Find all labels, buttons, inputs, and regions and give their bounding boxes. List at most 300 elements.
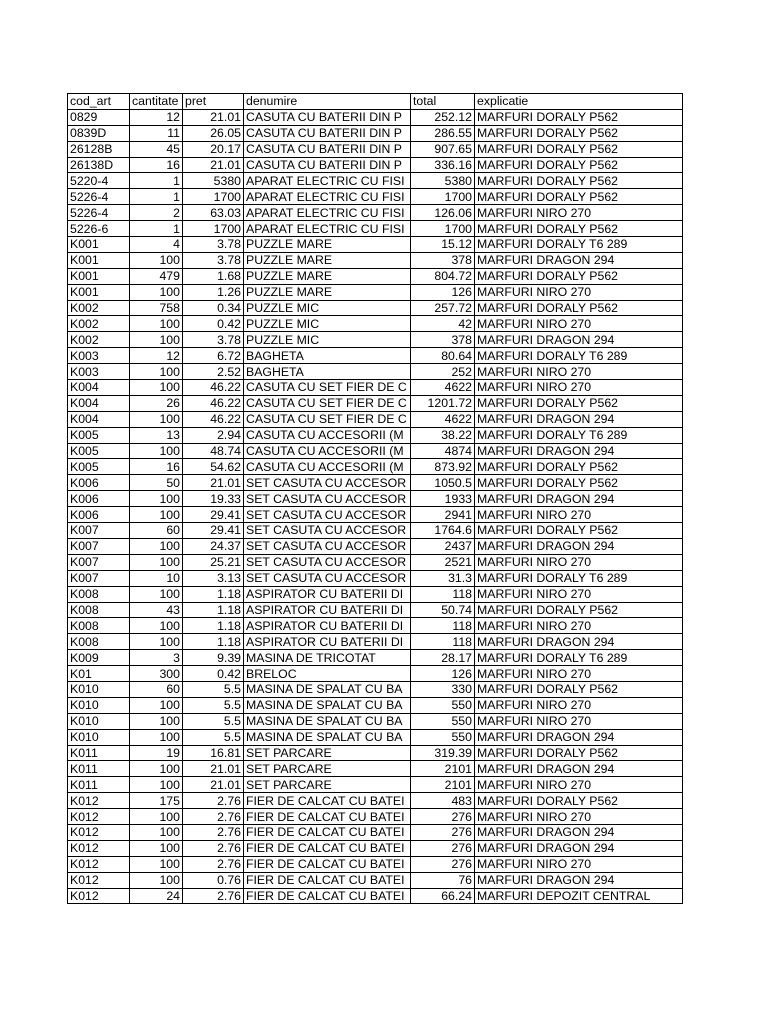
cell-denumire: MASINA DE SPALAT CU BA: [244, 713, 411, 729]
cell-total: 336.16: [411, 157, 475, 173]
cell-pret: 25.21: [183, 554, 244, 570]
cell-total: 550: [411, 713, 475, 729]
cell-denumire: SET CASUTA CU ACCESOR: [244, 507, 411, 523]
cell-total: 907.65: [411, 141, 475, 157]
cell-denumire: FIER DE CALCAT CU BATEI: [244, 840, 411, 856]
cell-explicatie: MARFURI DORALY P562: [475, 125, 683, 141]
cell-explicatie: MARFURI DRAGON 294: [475, 824, 683, 840]
cell-explicatie: MARFURI DORALY P562: [475, 221, 683, 237]
cell-explicatie: MARFURI NIRO 270: [475, 809, 683, 825]
cell-pret: 21.01: [183, 777, 244, 793]
cell-total: 252.12: [411, 109, 475, 125]
cell-denumire: CASUTA CU BATERII DIN P: [244, 141, 411, 157]
table-row: [68, 427, 683, 443]
cell-explicatie: MARFURI DORALY P562: [475, 109, 683, 125]
cell-cod-art: 26128B: [68, 141, 130, 157]
cell-total: 28.17: [411, 650, 475, 666]
table-row: [68, 586, 683, 602]
cell-denumire: FIER DE CALCAT CU BATEI: [244, 856, 411, 872]
cell-denumire: SET CASUTA CU ACCESOR: [244, 554, 411, 570]
cell-total: 118: [411, 586, 475, 602]
cell-cod-art: K004: [68, 380, 130, 396]
cell-cod-art: K006: [68, 491, 130, 507]
cell-total: 276: [411, 856, 475, 872]
cell-explicatie: MARFURI NIRO 270: [475, 364, 683, 380]
cell-explicatie: MARFURI DORALY P562: [475, 300, 683, 316]
cell-pret: 1.18: [183, 618, 244, 634]
cell-cantitate: 11: [130, 125, 183, 141]
cell-cantitate: 16: [130, 157, 183, 173]
cell-denumire: CASUTA CU SET FIER DE C: [244, 411, 411, 427]
cell-denumire: SET CASUTA CU ACCESOR: [244, 570, 411, 586]
header-row: [68, 94, 683, 110]
cell-cantitate: 50: [130, 475, 183, 491]
table-row: [68, 618, 683, 634]
cell-explicatie: MARFURI NIRO 270: [475, 777, 683, 793]
table-row: [68, 872, 683, 888]
cell-denumire: MASINA DE SPALAT CU BA: [244, 697, 411, 713]
table-row: [68, 268, 683, 284]
cell-denumire: CASUTA CU ACCESORII (M: [244, 459, 411, 475]
table-row: [68, 713, 683, 729]
table-row: [68, 189, 683, 205]
cell-total: 550: [411, 697, 475, 713]
cell-total: 550: [411, 729, 475, 745]
cell-explicatie: MARFURI DORALY P562: [475, 189, 683, 205]
table-row: [68, 666, 683, 682]
cell-cantitate: 175: [130, 793, 183, 809]
table-row: [68, 252, 683, 268]
cell-cod-art: K007: [68, 538, 130, 554]
cell-explicatie: MARFURI DRAGON 294: [475, 761, 683, 777]
cell-pret: 3.78: [183, 237, 244, 253]
cell-pret: 54.62: [183, 459, 244, 475]
cell-pret: 2.76: [183, 793, 244, 809]
table-row: [68, 554, 683, 570]
cell-cod-art: 5220-4: [68, 173, 130, 189]
cell-total: 1764.6: [411, 523, 475, 539]
cell-cantitate: 100: [130, 809, 183, 825]
table-row: [68, 380, 683, 396]
cell-cantitate: 100: [130, 252, 183, 268]
cell-pret: 20.17: [183, 141, 244, 157]
cell-cantitate: 100: [130, 538, 183, 554]
cell-cantitate: 1: [130, 221, 183, 237]
table-row: [68, 888, 683, 904]
header-cod-art: cod_art: [68, 94, 130, 110]
cell-denumire: APARAT ELECTRIC CU FISI: [244, 189, 411, 205]
cell-total: 2521: [411, 554, 475, 570]
cell-cantitate: 100: [130, 634, 183, 650]
cell-explicatie: MARFURI NIRO 270: [475, 618, 683, 634]
table-row: [68, 761, 683, 777]
cell-cod-art: K005: [68, 443, 130, 459]
cell-denumire: SET CASUTA CU ACCESOR: [244, 491, 411, 507]
table-row: [68, 777, 683, 793]
cell-cod-art: 5226-6: [68, 221, 130, 237]
cell-total: 804.72: [411, 268, 475, 284]
cell-cantitate: 12: [130, 348, 183, 364]
cell-total: 873.92: [411, 459, 475, 475]
cell-denumire: CASUTA CU BATERII DIN P: [244, 157, 411, 173]
cell-pret: 1700: [183, 189, 244, 205]
cell-explicatie: MARFURI DORALY T6 289: [475, 427, 683, 443]
cell-pret: 5.5: [183, 681, 244, 697]
cell-explicatie: MARFURI NIRO 270: [475, 697, 683, 713]
cell-explicatie: MARFURI DRAGON 294: [475, 634, 683, 650]
cell-cod-art: K010: [68, 681, 130, 697]
cell-cantitate: 4: [130, 237, 183, 253]
header-denumire: denumire: [244, 94, 411, 110]
cell-explicatie: MARFURI DORALY P562: [475, 681, 683, 697]
cell-cantitate: 100: [130, 491, 183, 507]
cell-cantitate: 100: [130, 586, 183, 602]
cell-pret: 26.05: [183, 125, 244, 141]
cell-explicatie: MARFURI DORALY P562: [475, 793, 683, 809]
cell-cod-art: K002: [68, 316, 130, 332]
table-row: [68, 538, 683, 554]
cell-total: 42: [411, 316, 475, 332]
cell-total: 276: [411, 840, 475, 856]
cell-cantitate: 100: [130, 411, 183, 427]
cell-denumire: BAGHETA: [244, 364, 411, 380]
cell-denumire: PUZZLE MIC: [244, 300, 411, 316]
cell-explicatie: MARFURI DRAGON 294: [475, 443, 683, 459]
cell-cantitate: 100: [130, 840, 183, 856]
inventory-table: [67, 93, 683, 904]
cell-cantitate: 16: [130, 459, 183, 475]
cell-total: 1700: [411, 189, 475, 205]
table-row: [68, 348, 683, 364]
cell-denumire: ASPIRATOR CU BATERII DI: [244, 634, 411, 650]
cell-explicatie: MARFURI DRAGON 294: [475, 840, 683, 856]
table-row: [68, 443, 683, 459]
cell-explicatie: MARFURI DORALY T6 289: [475, 237, 683, 253]
cell-explicatie: MARFURI NIRO 270: [475, 554, 683, 570]
cell-pret: 24.37: [183, 538, 244, 554]
cell-denumire: PUZZLE MIC: [244, 332, 411, 348]
cell-cantitate: 100: [130, 380, 183, 396]
cell-pret: 5.5: [183, 729, 244, 745]
cell-denumire: PUZZLE MARE: [244, 237, 411, 253]
cell-cod-art: 5226-4: [68, 205, 130, 221]
cell-explicatie: MARFURI DORALY P562: [475, 268, 683, 284]
cell-pret: 0.42: [183, 316, 244, 332]
cell-denumire: CASUTA CU SET FIER DE C: [244, 395, 411, 411]
cell-total: 15.12: [411, 237, 475, 253]
cell-cantitate: 100: [130, 729, 183, 745]
cell-pret: 0.42: [183, 666, 244, 682]
cell-total: 2101: [411, 761, 475, 777]
cell-cod-art: K012: [68, 840, 130, 856]
cell-denumire: BAGHETA: [244, 348, 411, 364]
table-row: [68, 793, 683, 809]
cell-total: 378: [411, 252, 475, 268]
table-row: [68, 109, 683, 125]
cell-denumire: FIER DE CALCAT CU BATEI: [244, 809, 411, 825]
cell-cantitate: 100: [130, 777, 183, 793]
header-cantitate: cantitate: [130, 94, 183, 110]
cell-explicatie: MARFURI DORALY P562: [475, 745, 683, 761]
cell-cod-art: K001: [68, 252, 130, 268]
cell-cantitate: 100: [130, 856, 183, 872]
cell-total: 1933: [411, 491, 475, 507]
cell-total: 257.72: [411, 300, 475, 316]
cell-explicatie: MARFURI DORALY P562: [475, 141, 683, 157]
cell-explicatie: MARFURI DORALY P562: [475, 157, 683, 173]
cell-total: 126: [411, 666, 475, 682]
cell-explicatie: MARFURI DRAGON 294: [475, 252, 683, 268]
cell-denumire: SET CASUTA CU ACCESOR: [244, 475, 411, 491]
cell-total: 4874: [411, 443, 475, 459]
cell-denumire: APARAT ELECTRIC CU FISI: [244, 205, 411, 221]
table-row: [68, 650, 683, 666]
table-row: [68, 634, 683, 650]
cell-pret: 0.76: [183, 872, 244, 888]
cell-cod-art: K006: [68, 507, 130, 523]
cell-explicatie: MARFURI DORALY T6 289: [475, 348, 683, 364]
cell-cantitate: 100: [130, 554, 183, 570]
cell-cod-art: K004: [68, 395, 130, 411]
cell-pret: 21.01: [183, 475, 244, 491]
cell-cod-art: K009: [68, 650, 130, 666]
cell-explicatie: MARFURI DORALY P562: [475, 523, 683, 539]
cell-cod-art: K008: [68, 602, 130, 618]
cell-pret: 1700: [183, 221, 244, 237]
cell-pret: 5.5: [183, 697, 244, 713]
cell-cantitate: 3: [130, 650, 183, 666]
table-row: [68, 745, 683, 761]
cell-denumire: MASINA DE TRICOTAT: [244, 650, 411, 666]
table-row: [68, 602, 683, 618]
cell-denumire: SET PARCARE: [244, 745, 411, 761]
table-row: [68, 141, 683, 157]
cell-cantitate: 100: [130, 872, 183, 888]
table-row: [68, 316, 683, 332]
cell-pret: 5380: [183, 173, 244, 189]
cell-total: 38.22: [411, 427, 475, 443]
cell-total: 4622: [411, 411, 475, 427]
table-row: [68, 237, 683, 253]
cell-total: 118: [411, 618, 475, 634]
cell-explicatie: MARFURI DORALY P562: [475, 475, 683, 491]
cell-denumire: SET PARCARE: [244, 761, 411, 777]
cell-total: 276: [411, 824, 475, 840]
cell-cod-art: K002: [68, 332, 130, 348]
header-total: total: [411, 94, 475, 110]
cell-total: 276: [411, 809, 475, 825]
cell-denumire: FIER DE CALCAT CU BATEI: [244, 824, 411, 840]
cell-explicatie: MARFURI NIRO 270: [475, 586, 683, 602]
cell-cod-art: K012: [68, 793, 130, 809]
cell-denumire: CASUTA CU BATERII DIN P: [244, 109, 411, 125]
cell-pret: 2.94: [183, 427, 244, 443]
cell-cod-art: K001: [68, 284, 130, 300]
cell-total: 2941: [411, 507, 475, 523]
cell-explicatie: MARFURI DORALY P562: [475, 173, 683, 189]
cell-denumire: ASPIRATOR CU BATERII DI: [244, 602, 411, 618]
cell-pret: 1.18: [183, 634, 244, 650]
cell-total: 126: [411, 284, 475, 300]
cell-cantitate: 13: [130, 427, 183, 443]
cell-pret: 5.5: [183, 713, 244, 729]
cell-pret: 2.52: [183, 364, 244, 380]
cell-explicatie: MARFURI DORALY T6 289: [475, 570, 683, 586]
cell-total: 126.06: [411, 205, 475, 221]
cell-cantitate: 45: [130, 141, 183, 157]
cell-explicatie: MARFURI DRAGON 294: [475, 729, 683, 745]
cell-cod-art: K008: [68, 586, 130, 602]
cell-denumire: PUZZLE MARE: [244, 284, 411, 300]
cell-cod-art: 0829: [68, 109, 130, 125]
table-row: [68, 570, 683, 586]
cell-total: 378: [411, 332, 475, 348]
cell-explicatie: MARFURI DORALY P562: [475, 395, 683, 411]
cell-pret: 21.01: [183, 109, 244, 125]
cell-cod-art: K008: [68, 618, 130, 634]
header-explicatie: explicatie: [475, 94, 683, 110]
cell-cantitate: 100: [130, 618, 183, 634]
cell-cantitate: 60: [130, 523, 183, 539]
cell-denumire: FIER DE CALCAT CU BATEI: [244, 793, 411, 809]
cell-cantitate: 24: [130, 888, 183, 904]
cell-total: 319.39: [411, 745, 475, 761]
cell-cantitate: 100: [130, 364, 183, 380]
cell-pret: 1.18: [183, 586, 244, 602]
cell-explicatie: MARFURI DRAGON 294: [475, 872, 683, 888]
cell-denumire: APARAT ELECTRIC CU FISI: [244, 173, 411, 189]
cell-pret: 6.72: [183, 348, 244, 364]
cell-total: 5380: [411, 173, 475, 189]
cell-explicatie: MARFURI NIRO 270: [475, 284, 683, 300]
cell-cod-art: K007: [68, 570, 130, 586]
cell-denumire: SET CASUTA CU ACCESOR: [244, 523, 411, 539]
cell-cantitate: 479: [130, 268, 183, 284]
cell-total: 66.24: [411, 888, 475, 904]
cell-cod-art: K002: [68, 300, 130, 316]
cell-cod-art: K012: [68, 888, 130, 904]
table-row: [68, 395, 683, 411]
cell-pret: 2.76: [183, 856, 244, 872]
cell-denumire: FIER DE CALCAT CU BATEI: [244, 872, 411, 888]
cell-denumire: APARAT ELECTRIC CU FISI: [244, 221, 411, 237]
cell-pret: 2.76: [183, 824, 244, 840]
cell-explicatie: MARFURI DORALY P562: [475, 602, 683, 618]
cell-pret: 21.01: [183, 157, 244, 173]
cell-denumire: SET PARCARE: [244, 777, 411, 793]
cell-cod-art: K001: [68, 268, 130, 284]
cell-total: 31.3: [411, 570, 475, 586]
cell-cantitate: 100: [130, 284, 183, 300]
cell-denumire: PUZZLE MARE: [244, 252, 411, 268]
cell-explicatie: MARFURI DRAGON 294: [475, 332, 683, 348]
cell-pret: 63.03: [183, 205, 244, 221]
table-row: [68, 840, 683, 856]
cell-pret: 46.22: [183, 380, 244, 396]
cell-explicatie: MARFURI DEPOZIT CENTRAL: [475, 888, 683, 904]
table-row: [68, 125, 683, 141]
cell-cod-art: 0839D: [68, 125, 130, 141]
cell-total: 1700: [411, 221, 475, 237]
cell-cod-art: K011: [68, 761, 130, 777]
cell-cantitate: 10: [130, 570, 183, 586]
cell-cantitate: 100: [130, 443, 183, 459]
cell-explicatie: MARFURI NIRO 270: [475, 316, 683, 332]
cell-cantitate: 100: [130, 824, 183, 840]
cell-denumire: CASUTA CU ACCESORII (M: [244, 427, 411, 443]
cell-pret: 46.22: [183, 411, 244, 427]
cell-total: 1050.5: [411, 475, 475, 491]
cell-pret: 3.78: [183, 252, 244, 268]
cell-cod-art: K001: [68, 237, 130, 253]
cell-denumire: ASPIRATOR CU BATERII DI: [244, 586, 411, 602]
cell-cod-art: K007: [68, 523, 130, 539]
cell-denumire: FIER DE CALCAT CU BATEI: [244, 888, 411, 904]
cell-pret: 21.01: [183, 761, 244, 777]
cell-denumire: PUZZLE MIC: [244, 316, 411, 332]
cell-explicatie: MARFURI DRAGON 294: [475, 491, 683, 507]
cell-explicatie: MARFURI NIRO 270: [475, 666, 683, 682]
cell-cod-art: 5226-4: [68, 189, 130, 205]
cell-cod-art: K011: [68, 777, 130, 793]
cell-denumire: CASUTA CU SET FIER DE C: [244, 380, 411, 396]
table-row: [68, 729, 683, 745]
table-row: [68, 475, 683, 491]
cell-cod-art: K008: [68, 634, 130, 650]
cell-denumire: CASUTA CU BATERII DIN P: [244, 125, 411, 141]
cell-total: 50.74: [411, 602, 475, 618]
cell-cantitate: 1: [130, 173, 183, 189]
cell-denumire: MASINA DE SPALAT CU BA: [244, 681, 411, 697]
cell-total: 286.55: [411, 125, 475, 141]
cell-pret: 3.13: [183, 570, 244, 586]
cell-cantitate: 12: [130, 109, 183, 125]
cell-cod-art: K005: [68, 459, 130, 475]
cell-cantitate: 2: [130, 205, 183, 221]
table-row: [68, 364, 683, 380]
cell-pret: 29.41: [183, 523, 244, 539]
cell-pret: 1.18: [183, 602, 244, 618]
table-row: [68, 284, 683, 300]
cell-cod-art: K012: [68, 872, 130, 888]
table-row: [68, 681, 683, 697]
cell-explicatie: MARFURI DRAGON 294: [475, 538, 683, 554]
cell-cod-art: K004: [68, 411, 130, 427]
cell-explicatie: MARFURI DORALY T6 289: [475, 650, 683, 666]
cell-total: 4622: [411, 380, 475, 396]
cell-cod-art: K010: [68, 729, 130, 745]
table-row: [68, 523, 683, 539]
cell-pret: 46.22: [183, 395, 244, 411]
cell-cantitate: 26: [130, 395, 183, 411]
cell-cantitate: 1: [130, 189, 183, 205]
cell-total: 2101: [411, 777, 475, 793]
cell-total: 252: [411, 364, 475, 380]
table-row: [68, 697, 683, 713]
table-body: [68, 109, 683, 904]
cell-cantitate: 100: [130, 316, 183, 332]
cell-total: 1201.72: [411, 395, 475, 411]
table-row: [68, 809, 683, 825]
cell-pret: 0.34: [183, 300, 244, 316]
cell-cantitate: 100: [130, 697, 183, 713]
cell-cantitate: 300: [130, 666, 183, 682]
cell-denumire: ASPIRATOR CU BATERII DI: [244, 618, 411, 634]
cell-cod-art: K003: [68, 348, 130, 364]
cell-total: 118: [411, 634, 475, 650]
cell-total: 2437: [411, 538, 475, 554]
cell-pret: 9.39: [183, 650, 244, 666]
